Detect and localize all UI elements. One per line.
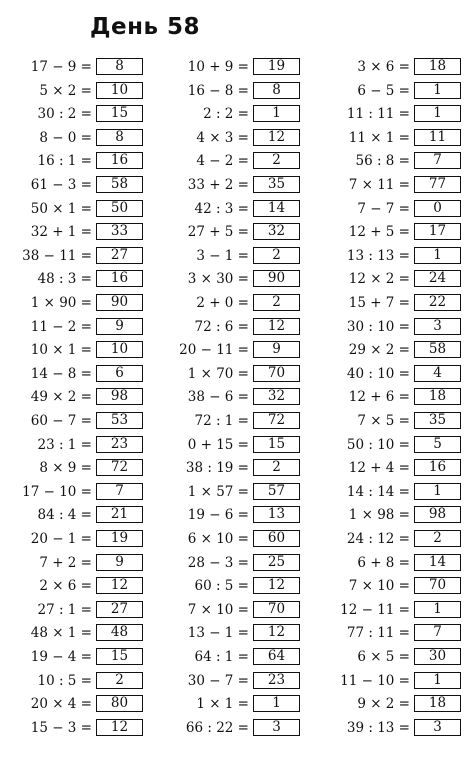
exercise-expression: 10 : 5 = xyxy=(37,672,92,689)
exercise-expression: 12 + 6 = xyxy=(348,389,410,406)
exercise-row xyxy=(157,364,307,384)
exercise-expression: 10 + 9 = xyxy=(187,59,249,75)
exercise-expression: 72 : 1 = xyxy=(194,413,249,429)
answer-box: 3 xyxy=(414,318,461,335)
answer-box: 12 xyxy=(96,577,143,594)
exercise-expression: 19 − 4 = xyxy=(30,649,92,665)
answer-box: 15 xyxy=(253,436,300,453)
exercise-expression: 30 : 2 = xyxy=(37,106,92,123)
answer-box: 1 xyxy=(414,601,461,618)
exercise-row xyxy=(157,411,307,431)
exercise-expression: 40 : 10 = xyxy=(346,365,410,382)
exercise-expression: 56 : 8 = xyxy=(355,153,410,170)
answer-box: 2 xyxy=(253,459,300,476)
exercise-row xyxy=(0,458,150,478)
answer-box: 25 xyxy=(253,554,300,571)
exercise-expression: 50 × 1 = xyxy=(30,200,92,217)
answer-box: 15 xyxy=(96,648,143,665)
answer-box: 7 xyxy=(414,624,461,641)
answer-box: 19 xyxy=(96,530,143,547)
exercise-row xyxy=(157,340,307,360)
exercise-row xyxy=(0,222,150,242)
answer-box: 58 xyxy=(414,341,461,358)
answer-box: 72 xyxy=(253,412,300,429)
answer-box: 90 xyxy=(253,270,300,287)
exercise-row xyxy=(318,340,468,360)
answer-box: 5 xyxy=(414,436,461,453)
exercise-expression: 12 + 5 = xyxy=(348,224,410,241)
exercise-expression: 1 × 1 = xyxy=(196,696,249,713)
answer-box: 2 xyxy=(414,530,461,547)
exercise-expression: 42 : 3 = xyxy=(194,200,249,217)
answer-box: 24 xyxy=(414,270,461,287)
exercise-row xyxy=(318,293,468,313)
exercise-expression: 38 − 11 = xyxy=(22,247,92,264)
exercise-row xyxy=(318,317,468,337)
exercise-row xyxy=(0,505,150,525)
exercise-row xyxy=(318,505,468,525)
answer-box: 58 xyxy=(96,176,143,193)
exercise-expression: 5 × 2 = xyxy=(39,82,92,99)
exercise-expression: 13 : 13 = xyxy=(346,247,410,264)
exercise-expression: 23 : 1 = xyxy=(37,436,92,453)
exercise-expression: 7 × 5 = xyxy=(357,413,410,429)
exercise-row xyxy=(318,623,468,643)
exercise-row xyxy=(318,175,468,195)
exercise-expression: 28 − 3 = xyxy=(187,554,249,571)
exercise-row xyxy=(157,694,307,714)
exercise-row xyxy=(157,57,307,77)
exercise-expression: 12 × 2 = xyxy=(348,271,410,288)
exercise-row xyxy=(0,364,150,384)
exercise-expression: 17 − 10 = xyxy=(22,483,92,500)
exercise-expression: 12 − 11 = xyxy=(340,601,410,618)
answer-box: 7 xyxy=(414,152,461,169)
exercise-row xyxy=(318,576,468,596)
exercise-expression: 19 − 6 = xyxy=(187,507,249,524)
answer-box: 18 xyxy=(414,388,461,405)
exercise-expression: 2 + 0 = xyxy=(196,295,249,311)
answer-box: 6 xyxy=(96,365,143,382)
answer-box: 1 xyxy=(253,695,300,712)
answer-box: 27 xyxy=(96,601,143,618)
answer-box: 35 xyxy=(253,176,300,193)
exercise-row xyxy=(0,553,150,573)
answer-box: 57 xyxy=(253,483,300,500)
exercise-row xyxy=(318,671,468,691)
exercise-row xyxy=(157,246,307,266)
exercise-row xyxy=(157,175,307,195)
exercise-expression: 2 : 2 = xyxy=(203,106,249,123)
exercise-expression: 12 + 4 = xyxy=(348,460,410,477)
exercise-expression: 0 + 15 = xyxy=(187,436,249,453)
exercise-row xyxy=(157,623,307,643)
answer-box: 2 xyxy=(253,247,300,264)
answer-box: 32 xyxy=(253,388,300,405)
answer-box: 19 xyxy=(253,58,300,75)
exercise-row xyxy=(318,222,468,242)
answer-box: 1 xyxy=(414,247,461,264)
exercise-row xyxy=(157,600,307,620)
answer-box: 14 xyxy=(414,554,461,571)
exercise-expression: 14 : 14 = xyxy=(346,483,410,500)
answer-box: 80 xyxy=(96,695,143,712)
answer-box: 13 xyxy=(253,506,300,523)
exercise-expression: 77 : 11 = xyxy=(346,625,410,642)
exercise-expression: 61 − 3 = xyxy=(30,177,92,193)
exercise-expression: 1 × 57 = xyxy=(187,483,249,500)
answer-box: 53 xyxy=(96,412,143,429)
exercise-row xyxy=(318,57,468,77)
answer-box: 70 xyxy=(253,365,300,382)
exercise-row xyxy=(157,671,307,691)
exercise-row xyxy=(157,222,307,242)
answer-box: 21 xyxy=(96,506,143,523)
exercise-row xyxy=(318,128,468,148)
exercise-row xyxy=(157,576,307,596)
exercise-row xyxy=(318,246,468,266)
exercise-expression: 15 − 3 = xyxy=(30,719,92,736)
answer-box: 1 xyxy=(414,105,461,122)
exercise-expression: 13 − 1 = xyxy=(187,625,249,642)
answer-box: 48 xyxy=(96,624,143,641)
exercise-expression: 6 − 5 = xyxy=(357,82,410,99)
exercise-expression: 48 : 3 = xyxy=(37,271,92,288)
answer-box: 1 xyxy=(414,483,461,500)
exercise-expression: 49 × 2 = xyxy=(30,389,92,406)
exercise-expression: 38 : 19 = xyxy=(185,460,249,477)
answer-box: 27 xyxy=(96,247,143,264)
exercise-row xyxy=(0,600,150,620)
exercise-expression: 7 − 7 = xyxy=(357,200,410,217)
exercise-expression: 2 × 6 = xyxy=(39,578,92,595)
exercise-expression: 48 × 1 = xyxy=(30,625,92,642)
exercise-row xyxy=(318,694,468,714)
answer-box: 16 xyxy=(96,270,143,287)
exercise-expression: 64 : 1 = xyxy=(194,649,249,665)
answer-box: 12 xyxy=(253,318,300,335)
answer-box: 15 xyxy=(96,105,143,122)
exercise-expression: 11 × 1 = xyxy=(348,129,410,146)
exercise-row xyxy=(0,81,150,101)
exercise-expression: 3 × 30 = xyxy=(187,271,249,288)
answer-box: 22 xyxy=(414,294,461,311)
answer-box: 90 xyxy=(96,294,143,311)
answer-box: 12 xyxy=(96,719,143,736)
exercise-expression: 6 + 8 = xyxy=(357,554,410,571)
exercise-expression: 32 + 1 = xyxy=(30,224,92,241)
answer-box: 12 xyxy=(253,129,300,146)
answer-box: 70 xyxy=(253,601,300,618)
exercise-row xyxy=(0,340,150,360)
exercise-row xyxy=(157,104,307,124)
exercise-row xyxy=(0,647,150,667)
exercise-row xyxy=(318,553,468,573)
answer-box: 1 xyxy=(253,105,300,122)
exercise-expression: 3 − 1 = xyxy=(196,247,249,264)
exercise-expression: 7 × 11 = xyxy=(348,177,410,193)
answer-box: 10 xyxy=(96,82,143,99)
exercise-row xyxy=(157,458,307,478)
exercise-row xyxy=(0,576,150,596)
answer-box: 98 xyxy=(96,388,143,405)
exercise-expression: 50 : 10 = xyxy=(346,436,410,453)
answer-box: 50 xyxy=(96,200,143,217)
exercise-row xyxy=(157,718,307,738)
exercise-expression: 7 × 10 = xyxy=(348,578,410,595)
answer-box: 17 xyxy=(414,223,461,240)
exercise-expression: 60 : 5 = xyxy=(194,578,249,595)
exercise-row xyxy=(318,435,468,455)
answer-box: 30 xyxy=(414,648,461,665)
exercise-expression: 8 − 0 = xyxy=(39,129,92,146)
exercise-row xyxy=(157,151,307,171)
exercise-expression: 30 − 7 = xyxy=(187,672,249,689)
exercise-row xyxy=(318,458,468,478)
exercise-expression: 60 − 7 = xyxy=(30,413,92,429)
answer-box: 12 xyxy=(253,577,300,594)
exercise-row xyxy=(0,435,150,455)
exercise-expression: 4 × 3 = xyxy=(196,129,249,146)
answer-box: 0 xyxy=(414,200,461,217)
exercise-row xyxy=(0,623,150,643)
exercise-expression: 27 + 5 = xyxy=(187,224,249,241)
exercise-expression: 14 − 8 = xyxy=(30,365,92,382)
exercise-expression: 16 : 1 = xyxy=(37,153,92,170)
answer-box: 8 xyxy=(96,58,143,75)
exercise-row xyxy=(0,387,150,407)
exercise-expression: 29 × 2 = xyxy=(348,342,410,359)
exercise-row xyxy=(157,269,307,289)
answer-box: 23 xyxy=(253,672,300,689)
exercise-row xyxy=(0,57,150,77)
answer-box: 70 xyxy=(414,577,461,594)
answer-box: 35 xyxy=(414,412,461,429)
exercise-expression: 20 − 1 = xyxy=(30,531,92,547)
exercise-row xyxy=(157,81,307,101)
page-title: День 58 xyxy=(90,14,201,40)
answer-box: 8 xyxy=(253,82,300,99)
exercise-expression: 11 : 11 = xyxy=(346,106,410,123)
exercise-row xyxy=(0,529,150,549)
exercise-expression: 6 × 10 = xyxy=(187,531,249,547)
answer-box: 60 xyxy=(253,530,300,547)
exercise-expression: 1 × 98 = xyxy=(348,507,410,524)
exercise-expression: 6 × 5 = xyxy=(357,649,410,665)
exercise-row xyxy=(0,151,150,171)
answer-box: 8 xyxy=(96,129,143,146)
answer-box: 12 xyxy=(253,624,300,641)
answer-box: 2 xyxy=(253,152,300,169)
exercise-row xyxy=(157,387,307,407)
exercise-expression: 11 − 10 = xyxy=(340,672,410,689)
exercise-row xyxy=(318,104,468,124)
exercise-row xyxy=(0,718,150,738)
exercise-expression: 9 × 2 = xyxy=(357,696,410,713)
exercise-expression: 7 + 2 = xyxy=(39,554,92,571)
answer-box: 32 xyxy=(253,223,300,240)
exercise-row xyxy=(157,553,307,573)
answer-box: 16 xyxy=(414,459,461,476)
answer-box: 9 xyxy=(96,318,143,335)
exercise-row xyxy=(157,482,307,502)
answer-box: 9 xyxy=(96,554,143,571)
exercise-expression: 1 × 90 = xyxy=(30,295,92,311)
answer-box: 1 xyxy=(414,82,461,99)
exercise-expression: 10 × 1 = xyxy=(30,342,92,359)
exercise-row xyxy=(157,317,307,337)
answer-box: 18 xyxy=(414,58,461,75)
answer-box: 2 xyxy=(96,672,143,689)
exercise-row xyxy=(0,175,150,195)
answer-box: 98 xyxy=(414,506,461,523)
exercise-expression: 39 : 13 = xyxy=(346,719,410,736)
exercise-row xyxy=(157,505,307,525)
exercise-row xyxy=(157,647,307,667)
answer-box: 23 xyxy=(96,436,143,453)
exercise-row xyxy=(318,199,468,219)
exercise-row xyxy=(0,694,150,714)
exercise-expression: 84 : 4 = xyxy=(37,507,92,524)
exercise-row xyxy=(318,269,468,289)
exercise-row xyxy=(318,151,468,171)
exercise-row xyxy=(318,718,468,738)
exercise-row xyxy=(0,104,150,124)
exercise-row xyxy=(0,411,150,431)
answer-box: 7 xyxy=(96,483,143,500)
exercise-expression: 20 × 4 = xyxy=(30,696,92,713)
exercise-row xyxy=(157,128,307,148)
exercise-row xyxy=(0,128,150,148)
answer-box: 64 xyxy=(253,648,300,665)
exercise-row xyxy=(318,411,468,431)
exercise-row xyxy=(318,482,468,502)
exercise-expression: 3 × 6 = xyxy=(357,59,410,75)
exercise-row xyxy=(0,671,150,691)
answer-box: 2 xyxy=(253,294,300,311)
exercise-expression: 66 : 22 = xyxy=(185,719,249,736)
answer-box: 33 xyxy=(96,223,143,240)
exercise-expression: 33 + 2 = xyxy=(187,177,249,193)
exercise-row xyxy=(318,364,468,384)
exercise-expression: 1 × 70 = xyxy=(187,365,249,382)
exercise-row xyxy=(318,387,468,407)
answer-box: 3 xyxy=(414,719,461,736)
exercise-row xyxy=(157,529,307,549)
answer-box: 4 xyxy=(414,365,461,382)
answer-box: 18 xyxy=(414,695,461,712)
exercise-expression: 30 : 10 = xyxy=(346,318,410,335)
exercise-row xyxy=(318,600,468,620)
exercise-expression: 27 : 1 = xyxy=(37,601,92,618)
exercise-row xyxy=(157,293,307,313)
exercise-row xyxy=(0,199,150,219)
answer-box: 1 xyxy=(414,672,461,689)
answer-box: 3 xyxy=(253,719,300,736)
exercise-expression: 7 × 10 = xyxy=(187,601,249,618)
answer-box: 10 xyxy=(96,341,143,358)
exercise-expression: 16 − 8 = xyxy=(187,82,249,99)
exercise-expression: 15 + 7 = xyxy=(348,295,410,311)
exercise-expression: 8 × 9 = xyxy=(39,460,92,477)
exercise-row xyxy=(0,293,150,313)
exercise-row xyxy=(318,81,468,101)
exercise-row xyxy=(0,317,150,337)
exercise-row xyxy=(318,647,468,667)
exercise-expression: 4 − 2 = xyxy=(196,153,249,170)
exercise-expression: 72 : 6 = xyxy=(194,318,249,335)
exercise-row xyxy=(0,482,150,502)
exercise-row xyxy=(0,246,150,266)
exercise-row xyxy=(157,435,307,455)
answer-box: 16 xyxy=(96,152,143,169)
exercise-row xyxy=(0,269,150,289)
exercise-expression: 38 − 6 = xyxy=(187,389,249,406)
answer-box: 9 xyxy=(253,341,300,358)
exercise-row xyxy=(318,529,468,549)
exercise-expression: 20 − 11 = xyxy=(179,342,249,359)
exercise-expression: 17 − 9 = xyxy=(30,59,92,75)
exercise-row xyxy=(157,199,307,219)
answer-box: 14 xyxy=(253,200,300,217)
answer-box: 77 xyxy=(414,176,461,193)
answer-box: 72 xyxy=(96,459,143,476)
exercise-expression: 11 − 2 = xyxy=(30,318,92,335)
answer-box: 11 xyxy=(414,129,461,146)
exercise-expression: 24 : 12 = xyxy=(346,531,410,547)
